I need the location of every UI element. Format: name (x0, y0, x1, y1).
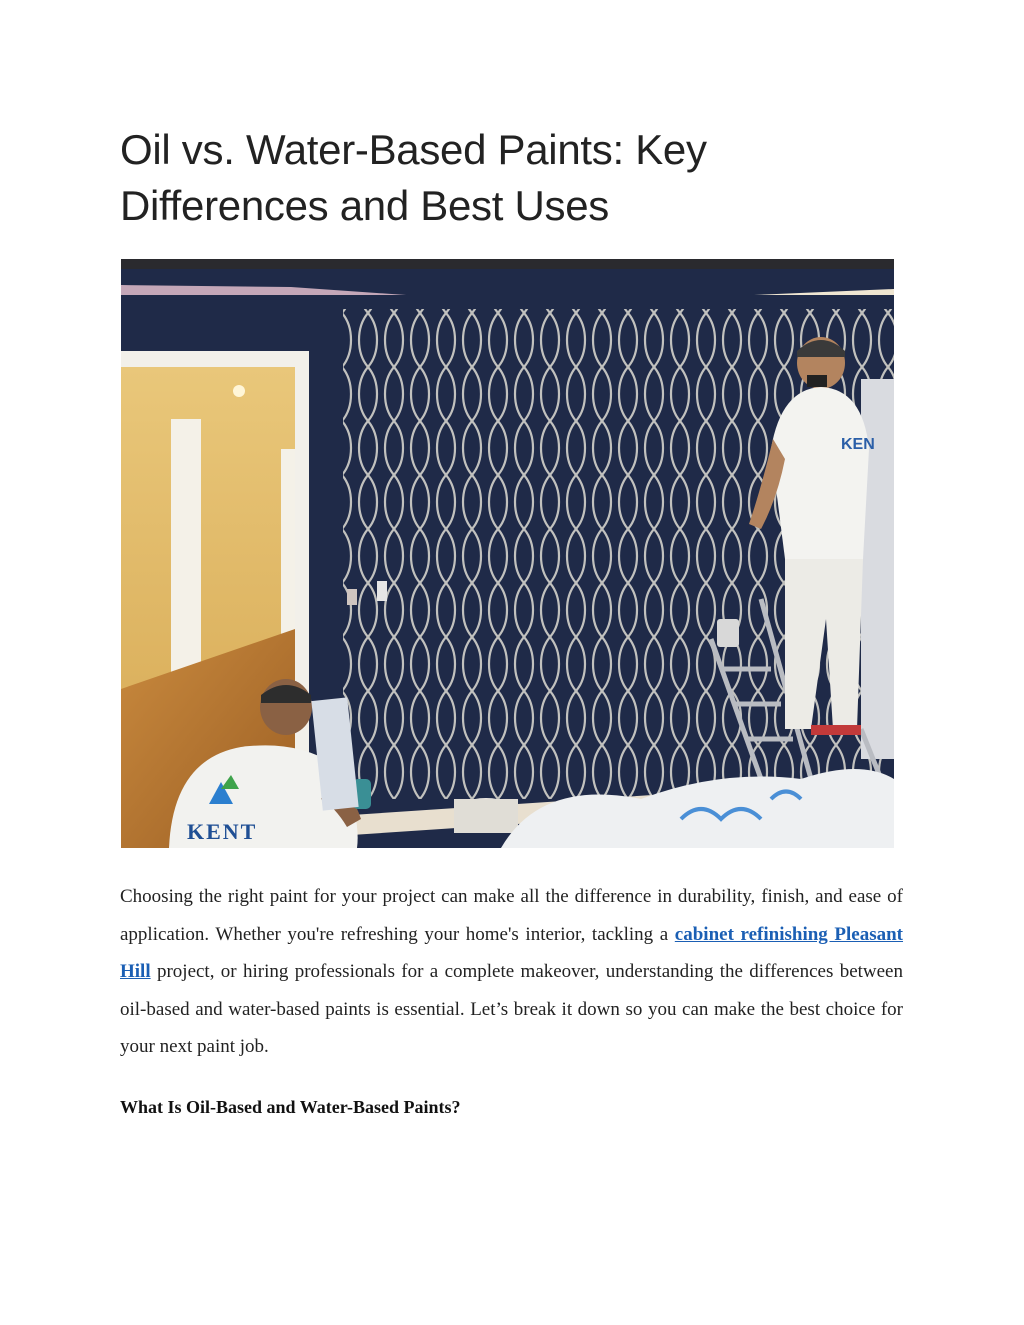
section-heading: What Is Oil-Based and Water-Based Paints? (120, 1097, 461, 1117)
hero-photo (121, 259, 894, 848)
page-title: Oil vs. Water-Based Paints: Key Differences and Best Uses (120, 126, 707, 229)
intro-paragraph (120, 878, 903, 1066)
shirt-logo-text: KEN (841, 436, 875, 453)
intro-text-after-link: project, or hiring professionals for a complete makeover, understanding the differences between oil-based and water-based paints is essential. Let’s break it down so you can make the best choice for your next paint job. (120, 961, 903, 1058)
painters-wall-photo (121, 259, 894, 848)
cabinet-refinishing-link[interactable]: cabinet refinishing Pleasant Hill (120, 923, 904, 983)
intro-text-before-link: Choosing the right paint for your project can make all the difference in durability, finish, and ease of application. Whether you're refreshing your home's interior, tackling a (120, 886, 903, 945)
kent-logo-text: KENT (187, 819, 258, 844)
